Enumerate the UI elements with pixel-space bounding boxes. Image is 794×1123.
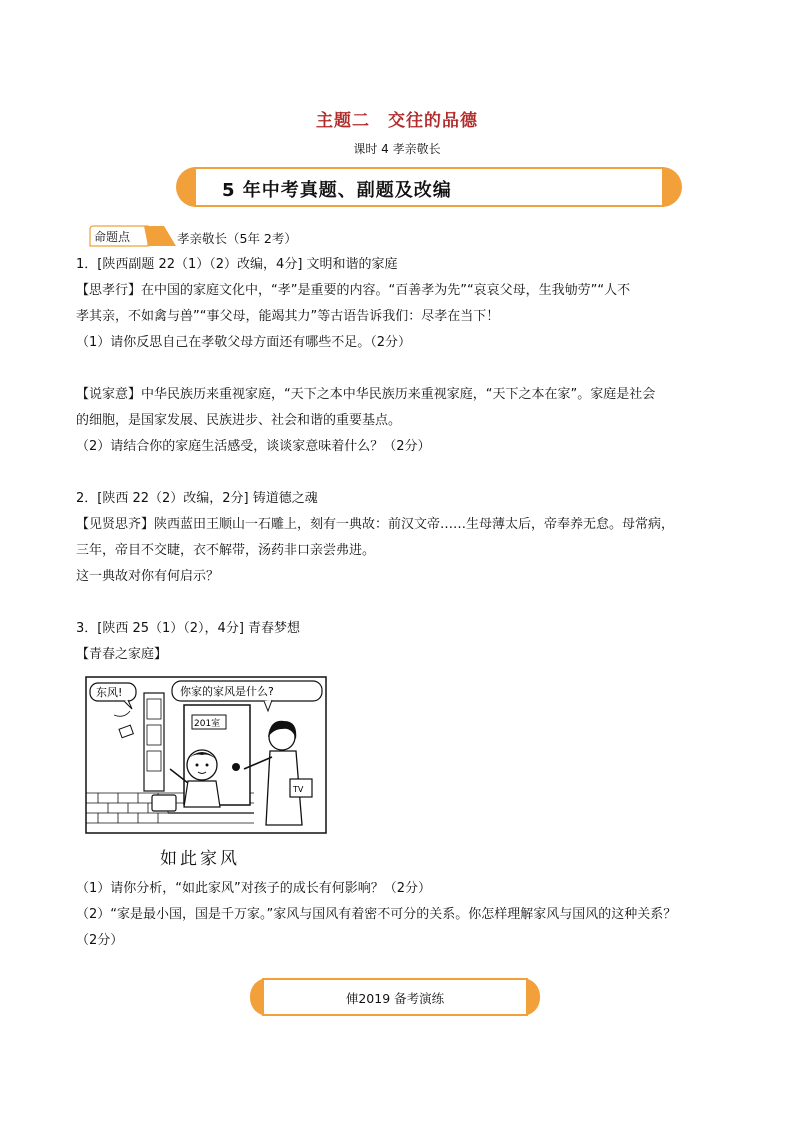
cartoon-figure: [84, 675, 328, 835]
topic-tag-label: 命题点: [94, 230, 131, 244]
footer-label: 俥2019 备考演练: [345, 991, 445, 1006]
footer-body: [262, 978, 528, 1016]
bubble-mother-text: 你家的家风是什么?: [180, 685, 274, 698]
banner-body: [194, 167, 664, 207]
lesson-subtitle: 课时 4 孝亲敬长: [353, 142, 441, 156]
cartoon-caption: 如此家风: [160, 849, 240, 869]
q2-question: 这一典故对你有何启示？: [76, 569, 220, 584]
section-banner: [176, 167, 682, 207]
q3-heading: 3．[陕西 25（1）（2），4分] 青春梦想: [76, 621, 301, 636]
q1-subquestion-1: （1）请你反思自己在孝敬父母方面还有哪些不足。（2分）: [76, 335, 412, 350]
q3-subquestion-2: （2）“家是最小国，国是千万家。”家风与国风有着密不可分的关系。你怎样理解家风与国风的这种关系？: [76, 907, 677, 922]
q1-paragraph-4: 的细胞，是国家发展、民族进步、社会和谐的重要基点。: [76, 413, 402, 428]
bag-label: TV: [293, 785, 304, 794]
q1-subquestion-2: （2）请结合你的家庭生活感受，谈谈家意味着什么？（2分）: [76, 439, 431, 454]
q3-label: 【青春之家庭】: [76, 647, 168, 662]
topic-name: 孝亲敬长（5年 2考）: [177, 231, 297, 246]
banner-label: 5 年中考真题、副题及改编: [222, 180, 452, 201]
cartoon-illustration: [84, 675, 328, 835]
q1-paragraph-2: 孝其亲，不如禽与兽”“事父母，能竭其力”等古语告诉我们：尽孝在当下！: [76, 309, 500, 324]
q2-paragraph-2: 三年，帝目不交睫，衣不解带，汤药非口亲尝弗进。: [76, 543, 376, 558]
page-title: 主题二 交往的品德: [316, 111, 478, 131]
q1-paragraph-1: 【思孝行】在中国的家庭文化中，“孝”是重要的内容。“百善孝为先”“哀哀父母，生我劬劳”“人不: [76, 283, 631, 298]
q2-paragraph-1: 【见贤思齐】陕西蓝田王顺山一石雕上，刻有一典故：前汉文帝……生母薄太后，帝奉养无怠。母常病，: [76, 517, 675, 532]
bubble-child-text: 东风!: [96, 686, 123, 699]
q2-heading: 2．[陕西 22（2）改编，2分] 铸道德之魂: [76, 491, 318, 506]
q1-paragraph-3: 【说家意】中华民族历来重视家庭，“天下之本中华民族历来重视家庭，“天下之本在家”。家庭是社会: [76, 387, 656, 402]
footer-banner: [250, 978, 540, 1016]
q3-subquestion-2-points: （2分）: [76, 933, 124, 948]
door-number: 201室: [194, 719, 221, 729]
topic-tag: [88, 225, 176, 247]
q1-heading: 1．[陕西副题 22（1）（2）改编，4分] 文明和谐的家庭: [76, 257, 398, 272]
q3-subquestion-1: （1）请你分析，“如此家风”对孩子的成长有何影响？（2分）: [76, 881, 432, 896]
